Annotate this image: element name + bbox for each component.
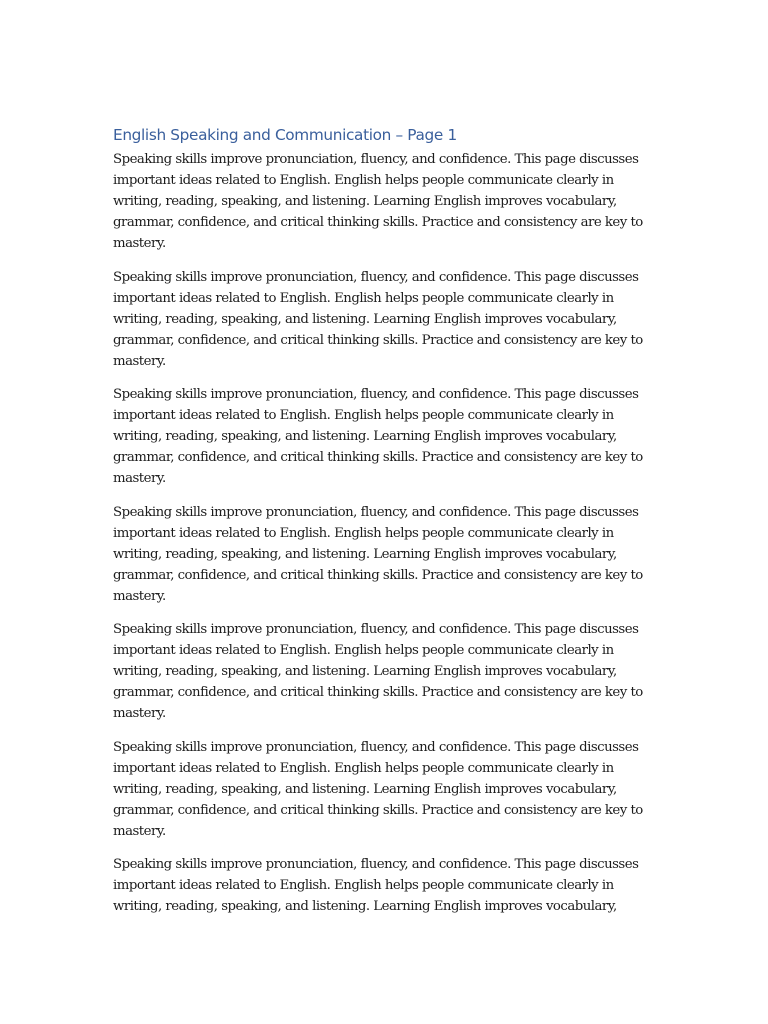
body-paragraph [113,149,661,254]
paragraph-line: important ideas related to English. English helps people communicate clearly in [113,760,614,776]
paragraph-line: mastery. [113,236,166,251]
paragraph-line: writing, reading, speaking, and listening. Learning English improves vocabulary, [113,311,617,327]
paragraph-line: writing, reading, speaking, and listening. Learning English improves vocabulary, [113,899,617,914]
page-title: English Speaking and Communication – Page 1 [113,126,457,144]
body-paragraph [113,502,661,607]
body-paragraph [113,619,661,724]
document-body [113,124,661,916]
paragraph-line: important ideas related to English. English helps people communicate clearly in [113,525,614,541]
paragraph-line: grammar, confidence, and critical thinking skills. Practice and consistency are key to [113,215,643,230]
body-paragraph [113,384,661,489]
paragraph-line: important ideas related to English. English helps people communicate clearly in [113,878,614,893]
paragraph-line: writing, reading, speaking, and listening. Learning English improves vocabulary, [113,664,617,679]
paragraph-line: Speaking skills improve pronunciation, fluency, and confidence. This page discusses [113,152,639,167]
paragraph-line: Speaking skills improve pronunciation, fluency, and confidence. This page discusses [113,387,639,402]
paragraph-line: grammar, confidence, and critical thinking skills. Practice and consistency are key to [113,567,643,583]
paragraph-line: mastery. [113,471,166,486]
paragraph-line: mastery. [113,353,166,369]
paragraph-line: writing, reading, speaking, and listening. Learning English improves vocabulary, [113,546,617,562]
paragraph-line: Speaking skills improve pronunciation, fluency, and confidence. This page discusses [113,504,639,520]
paragraph-line: Speaking skills improve pronunciation, fluency, and confidence. This page discusses [113,857,639,872]
paragraph-line: writing, reading, speaking, and listening. Learning English improves vocabulary, [113,429,617,444]
body-paragraph [113,267,661,372]
paragraph-line: important ideas related to English. English helps people communicate clearly in [113,290,614,306]
paragraph-line: writing, reading, speaking, and listening. Learning English improves vocabulary, [113,781,617,797]
paragraph-line: grammar, confidence, and critical thinking skills. Practice and consistency are key to [113,332,643,348]
paragraph-list [113,149,661,916]
paragraph-line: important ideas related to English. English helps people communicate clearly in [113,643,614,658]
paragraph-line: mastery. [113,588,166,604]
paragraph-line: important ideas related to English. English helps people communicate clearly in [113,173,614,188]
paragraph-line: grammar, confidence, and critical thinking skills. Practice and consistency are key to [113,802,643,818]
paragraph-line: writing, reading, speaking, and listening. Learning English improves vocabulary, [113,194,617,209]
paragraph-line: Speaking skills improve pronunciation, fluency, and confidence. This page discusses [113,269,639,285]
paragraph-line: mastery. [113,706,166,721]
body-paragraph [113,737,661,842]
paragraph-line: grammar, confidence, and critical thinking skills. Practice and consistency are key to [113,450,643,465]
paragraph-line: important ideas related to English. English helps people communicate clearly in [113,408,614,423]
paragraph-line: Speaking skills improve pronunciation, fluency, and confidence. This page discusses [113,739,639,755]
paragraph-line: Speaking skills improve pronunciation, fluency, and confidence. This page discusses [113,622,639,637]
body-paragraph [113,854,661,916]
paragraph-line: grammar, confidence, and critical thinking skills. Practice and consistency are key to [113,685,643,700]
paragraph-line: mastery. [113,823,166,839]
